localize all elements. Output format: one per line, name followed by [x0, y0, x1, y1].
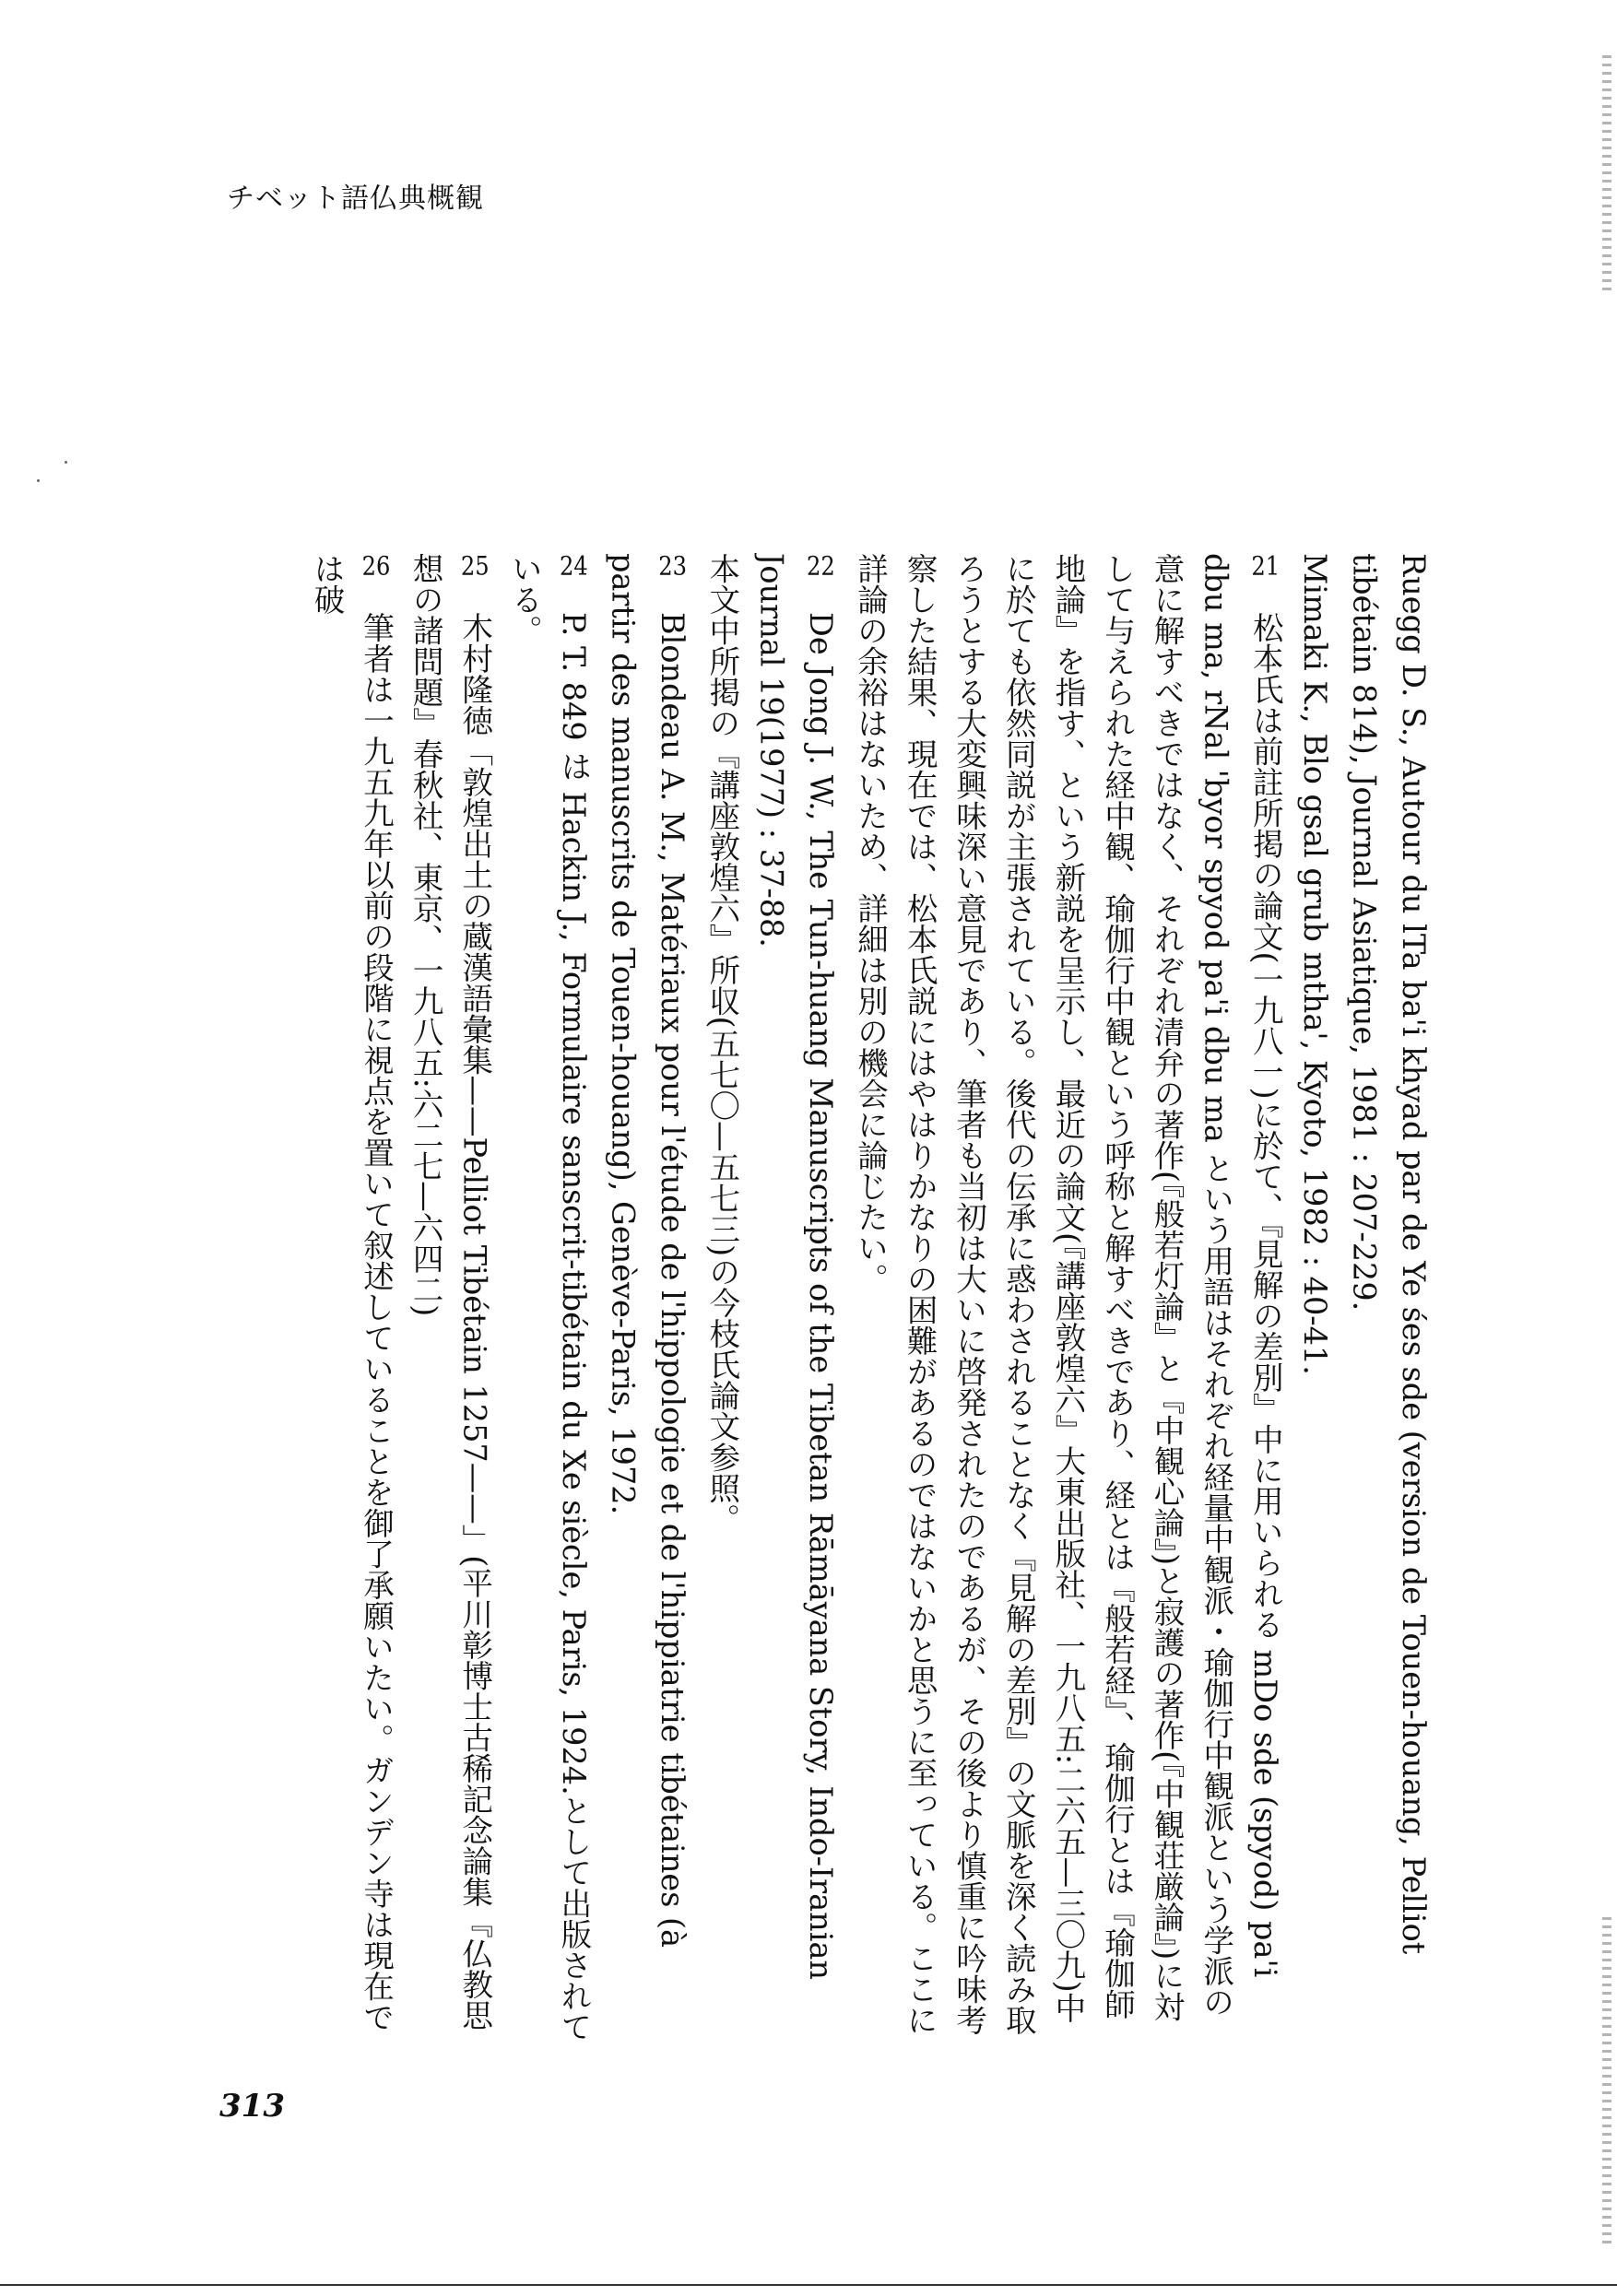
scan-speck — [37, 479, 40, 482]
note-number: 23 — [658, 553, 687, 579]
note-26 — [301, 553, 400, 2046]
note-text: P. T. 849 は Hackin J., Formulaire sanscrit-tibétain du Xe siècle, Paris, 1924.として出版されている。 — [506, 553, 592, 2043]
note-25 — [401, 553, 500, 2046]
note-23 — [598, 553, 697, 2046]
running-head: チベット語仏典概観 — [227, 183, 484, 215]
note-text: 筆者は一九五九年以前の段階に視点を置いて叙述していることを御了承願いたい。ガンデン寺は現在では破 — [308, 553, 395, 2032]
note-ref-mimaki — [1290, 553, 1340, 2046]
note-text: 松本氏は前註所掲の論文(一九八一)に於て、『見解の差別』中に用いられる mDo sde (spyod) pa'i dbu ma, rNal 'byor spyod pa'i dbu ma という用語はそれぞれ経量中観派・瑜伽行中観派という学派の意に解すべきではなく、それぞれ清弁の著作(『般若灯論』と『中観心論』)と寂護の著作(『中観荘厳論』)に対して与えられた経中観、瑜伽行中観という呼称と解すべきであり、経とは『般若経』、瑜伽行とは『瑜伽師地論』を指す、という新説を呈示し、最近の論文(『講座敦煌六』大東出版社、一九八五:二六五—三〇九)中に於ても依然同説が主張されている。後代の伝承に惑わされることなく『見解の差別』の文脈を深く読み取ろうとする大変興味深い意見であり、筆者も当初は大いに啓発されたのであるが、その後より慎重に吟味考察した結果、現在では、松本氏説にはやはりかなりの困難があるのではないかと思うに至っている。ここに詳論の余裕はないため、詳細は別の機会に論じたい。 — [852, 553, 1284, 2035]
note-24 — [500, 553, 598, 2046]
page-number: 313 — [219, 2088, 285, 2125]
note-text: De Jong J. W., The Tun-huang Manuscripts of the Tibetan Rāmāyana Story, Indo-Iranian Journal 19(1977) : 37-88. — [753, 553, 839, 1981]
note-ref-ruegg — [1340, 553, 1438, 2046]
note-21 — [845, 553, 1290, 2046]
note-number: 25 — [460, 553, 490, 579]
bottom-rule — [0, 2284, 1617, 2286]
note-text: 木村隆徳「敦煌出土の蔵漢語彙集——Pelliot Tibétain 1257——」(平川彰博士古稀記念論集『仏教思想の諸問題』春秋社、東京、一九八五:六二七—六四二) — [407, 553, 493, 2031]
scan-speck — [65, 461, 67, 464]
note-22-continued — [697, 553, 747, 2046]
note-text: Blondeau A. M., Matériaux pour l'étude de l'hippologie et de l'hippiatrie tibétaines (à partir des manuscrits de Touen-houang), Genève-Paris, 1972. — [605, 553, 691, 1949]
note-text: Mimaki K., Blo gsal grub mtha', Kyoto, 1982 : 40-41. — [1296, 553, 1333, 1375]
note-number: 22 — [806, 553, 835, 579]
note-22 — [747, 553, 845, 2046]
note-text: 本文中所掲の『講座敦煌六』所収(五七〇—五七三)の今枝氏論文参照。 — [703, 553, 740, 1535]
note-text: Ruegg D. S., Autour du lTa ba'i khyad par de Ye śes sde (version de Touen-houang, Pelliot tibétain 814), Journal Asiatique, 1981 : 207-229. — [1346, 553, 1432, 1955]
scan-edge-artifact — [1602, 1917, 1611, 2249]
note-number: 21 — [1251, 553, 1281, 579]
notes-block — [249, 553, 1438, 2046]
scan-edge-artifact — [1602, 55, 1611, 295]
note-number: 24 — [560, 553, 588, 579]
note-number: 26 — [361, 553, 391, 579]
